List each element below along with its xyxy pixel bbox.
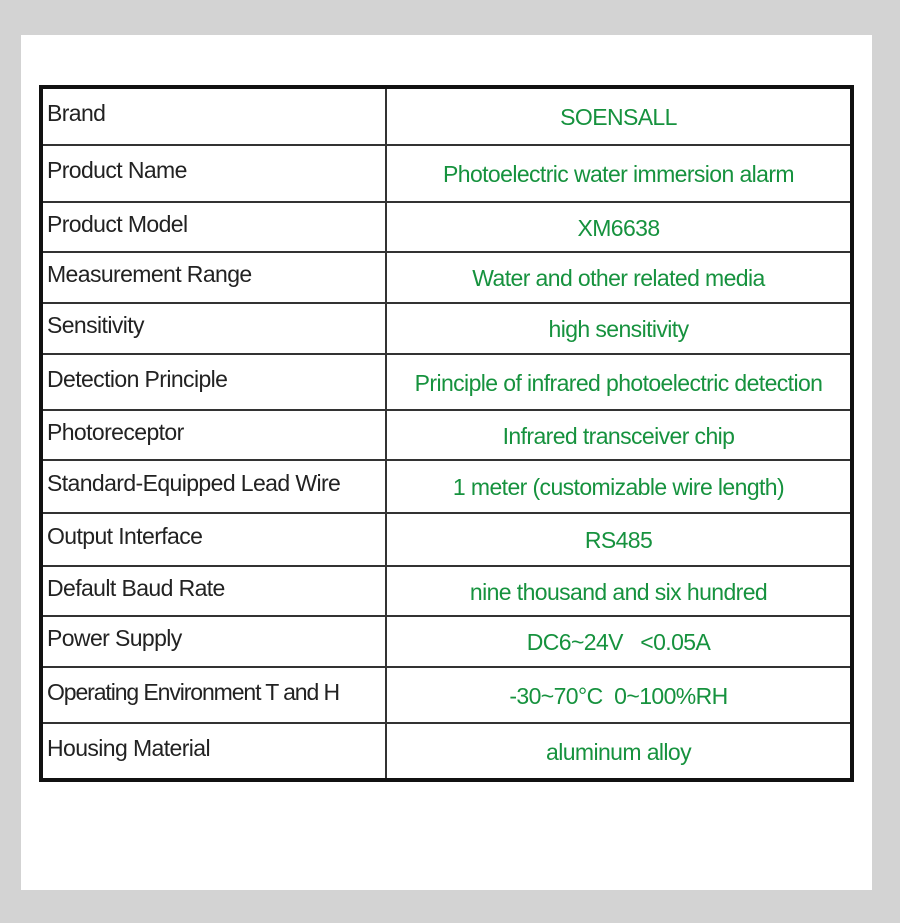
spec-value: Principle of infrared photoelectric detection [386, 354, 852, 410]
spec-value: SOENSALL [386, 87, 852, 145]
spec-value: high sensitivity [386, 303, 852, 354]
spec-row-brand [41, 87, 852, 145]
spec-value: XM6638 [386, 202, 852, 252]
spec-row-product-name [41, 145, 852, 202]
spec-row-baud-rate [41, 566, 852, 616]
spec-label: Housing Material [41, 723, 386, 780]
spec-value: -30~70°C 0~100%RH [386, 667, 852, 723]
spec-value: aluminum alloy [386, 723, 852, 780]
spec-label: Sensitivity [41, 303, 386, 354]
spec-row-detection-principle [41, 354, 852, 410]
spec-label: Photoreceptor [41, 410, 386, 460]
spec-label: Measurement Range [41, 252, 386, 303]
spec-value: Photoelectric water immersion alarm [386, 145, 852, 202]
spec-value: 1 meter (customizable wire length) [386, 460, 852, 513]
spec-label: Output Interface [41, 513, 386, 566]
spec-value: DC6~24V <0.05A [386, 616, 852, 667]
spec-label: Standard-Equipped Lead Wire [41, 460, 386, 513]
spec-label: Product Model [41, 202, 386, 252]
spec-value: Infrared transceiver chip [386, 410, 852, 460]
spec-row-output-interface [41, 513, 852, 566]
spec-row-measurement-range [41, 252, 852, 303]
spec-row-operating-environment [41, 667, 852, 723]
spec-label: Operating Environment T and H [41, 667, 386, 723]
spec-value: RS485 [386, 513, 852, 566]
spec-row-lead-wire [41, 460, 852, 513]
spec-label: Power Supply [41, 616, 386, 667]
spec-value: nine thousand and six hundred [386, 566, 852, 616]
spec-row-power-supply [41, 616, 852, 667]
spec-row-photoreceptor [41, 410, 852, 460]
spec-label: Product Name [41, 145, 386, 202]
spec-row-housing-material [41, 723, 852, 780]
spec-row-product-model [41, 202, 852, 252]
spec-label: Detection Principle [41, 354, 386, 410]
spec-value: Water and other related media [386, 252, 852, 303]
spec-table [39, 85, 854, 782]
spec-row-sensitivity [41, 303, 852, 354]
spec-label: Default Baud Rate [41, 566, 386, 616]
spec-label: Brand [41, 87, 386, 145]
